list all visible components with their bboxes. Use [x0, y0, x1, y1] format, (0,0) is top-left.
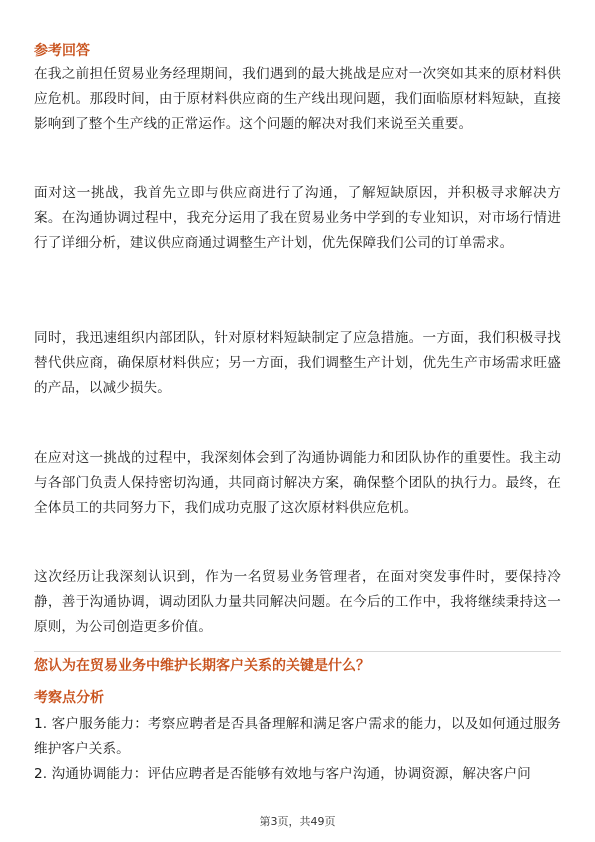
- analysis-points-list: [34, 712, 561, 787]
- analysis-heading: 考察点分析: [34, 690, 104, 706]
- page-number-footer: 第3页，共49页: [259, 815, 336, 828]
- answer-paragraph-3: 同时，我迅速组织内部团队，针对原材料短缺制定了应急措施。一方面，我们积极寻找替代供应商，确保原材料供应；另一方面，我们调整生产计划，优先生产市场需求旺盛的产品，以减少损失。: [34, 330, 561, 396]
- answer-paragraph-5: 这次经历让我深刻认识到，作为一名贸易业务管理者，在面对突发事件时，要保持冷静，善于沟通协调，调动团队力量共同解决问题。在今后的工作中，我将继续秉持这一原则，为公司创造更多价值。: [34, 569, 561, 635]
- list-item: 2. 沟通协调能力：评估应聘者是否能够有效地与客户沟通，协调资源，解决客户问: [34, 766, 531, 782]
- reference-answer-heading: 参考回答: [34, 43, 90, 59]
- list-item: 1. 客户服务能力：考察应聘者是否具备理解和满足客户需求的能力，以及如何通过服务维护客户关系。: [34, 716, 561, 757]
- answer-paragraph-1: 在我之前担任贸易业务经理期间，我们遇到的最大挑战是应对一次突如其来的原材料供应危机。那段时间，由于原材料供应商的生产线出现问题，我们面临原材料短缺，直接影响到了整个生产线的正常运作。这个问题的解决对我们来说至关重要。: [34, 66, 561, 132]
- section-divider: [34, 651, 561, 652]
- document-page: [34, 0, 561, 842]
- answer-paragraph-2: 面对这一挑战，我首先立即与供应商进行了沟通，了解短缺原因，并积极寻求解决方案。在沟通协调过程中，我充分运用了我在贸易业务中学到的专业知识，对市场行情进行了详细分析，建议供应商通过调整生产计划，优先保障我们公司的订单需求。: [34, 185, 561, 251]
- question-title: 您认为在贸易业务中维护长期客户关系的关键是什么？: [34, 658, 370, 674]
- answer-paragraph-4: 在应对这一挑战的过程中，我深刻体会到了沟通协调能力和团队协作的重要性。我主动与各部门负责人保持密切沟通，共同商讨解决方案，确保整个团队的执行力。最终，在全体员工的共同努力下，我们成功克服了这次原材料供应危机。: [34, 450, 561, 516]
